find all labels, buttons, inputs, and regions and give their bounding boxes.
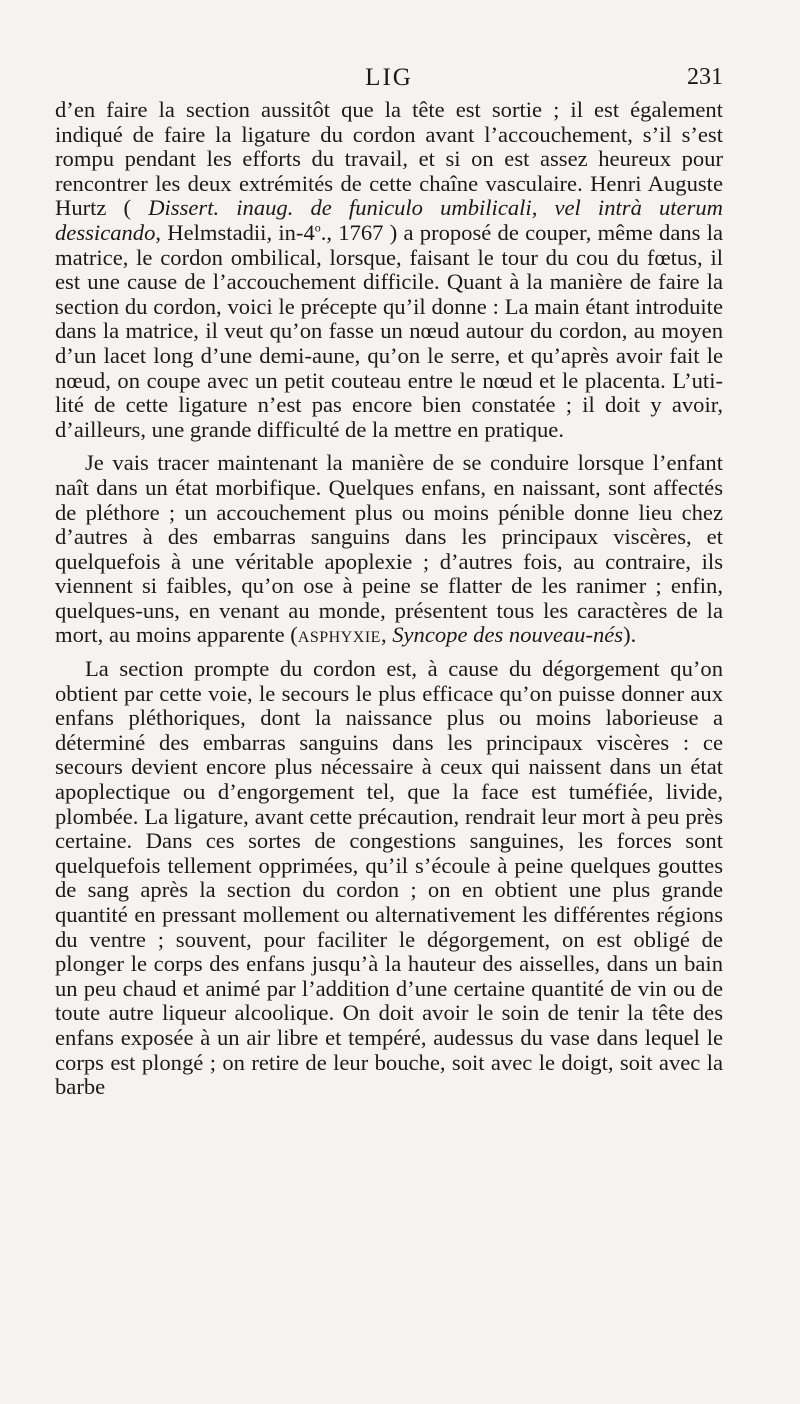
text-segment: Dissert. inaug. de funiculo umbilicali, vel intrà uterum dessicando <box>55 195 723 245</box>
body-text <box>55 98 723 1109</box>
text-segment: Syncope des nouveau-nés <box>392 622 624 648</box>
paragraph <box>55 451 723 648</box>
page-number: 231 <box>687 64 723 90</box>
text-segment: ., 1767 ) a proposé de couper, même dans la matrice, le cordon ombilical, lorsque, faisant le tour du cou du fœtus, il est une cause de l’accouchement difficile. Quant à la manière de faire la section du cordon, voici le précepte qu’il donne : La main étant introduite dans la matrice, il veut qu’on fasse un nœud autour du cordon, au moyen d’un lacet long d’une demi-aune, qu’on le serre, et qu’après avoir fait le nœud, on coupe avec un petit couteau entre le nœud et le placenta. L’utilité de cette ligature n’est pas encore bien constatée ; il doit y avoir, d’ailleurs, une grande difficulté de la mettre en pratique. <box>55 219 724 442</box>
paragraph <box>55 98 723 442</box>
text-segment: La section prompte du cordon est, à cause du dégorgement qu’on obtient par cette voie, le secours le plus efficace qu’on puisse donner aux enfans pléthoriques, dont la naissance plus ou moins laborieuse a déterminé des embarras sanguins dans les principaux viscères : ce secours devient encore plus nécessaire à ceux qui naissent dans un état apoplectique ou d’engorgement tel, que la face est tuméfiée, livide, plombée. La ligature, avant cette précaution, rendrait leur mort à peu près certaine. Dans ces sortes de congestions sanguines, les forces sont quelquefois tellement opprimées, qu’il s’écoule à peine quelques gouttes de sang après la section du cordon ; on en obtient une plus grande quantité en pressant mollement ou alternativement les différentes régions du ventre ; souvent, pour faciliter le dégorgement, on est obligé de plonger le corps des enfans jusqu’à la hauteur des aisselles, dans un bain un peu chaud et animé par l’addition d’une certaine quantité de vin ou de toute autre liqueur alcoolique. On doit avoir le soin de tenir la tête des enfans exposée à un air libre et tempéré, audessus du vase dans lequel le corps est plongé ; on retire de leur bouche, soit avec le doigt, soit avec la barbe <box>55 656 723 1100</box>
text-segment: , <box>380 622 393 648</box>
text-segment: asphyxie <box>297 622 381 648</box>
text-segment: ). <box>623 622 637 648</box>
text-segment: o <box>314 220 321 235</box>
page-header <box>55 60 723 96</box>
paragraph <box>55 657 723 1100</box>
text-segment: , Helmstadii, in-4 <box>155 219 315 245</box>
text-segment: Je vais tracer maintenant la manière de se conduire lorsque l’enfant naît dans un état morbifique. Quelques enfans, en naissant, sont affectés de pléthore ; un accouchement plus ou moins pénible donne lieu chez d’autres à des embarras sanguins dans les principaux viscères, et quelquefois à une véritable apoplexie ; d’autres fois, au contraire, ils viennent si faibles, qu’on ose à peine se flatter de les ranimer ; enfin, quelques-uns, en venant au monde, présentent tous les caractères de la mort, au moins apparente ( <box>55 450 723 648</box>
text-segment: d’en faire la section aussitôt que la tête est sortie ; il est également indiqué de faire la ligature du cordon avant l’accouchement, s’il s’est rompu pendant les efforts du travail, et si on est assez heureux pour rencontrer les deux extrémités de cette chaîne vasculaire. Henri Auguste Hurtz ( <box>55 97 723 221</box>
running-head: LIG <box>365 64 413 91</box>
